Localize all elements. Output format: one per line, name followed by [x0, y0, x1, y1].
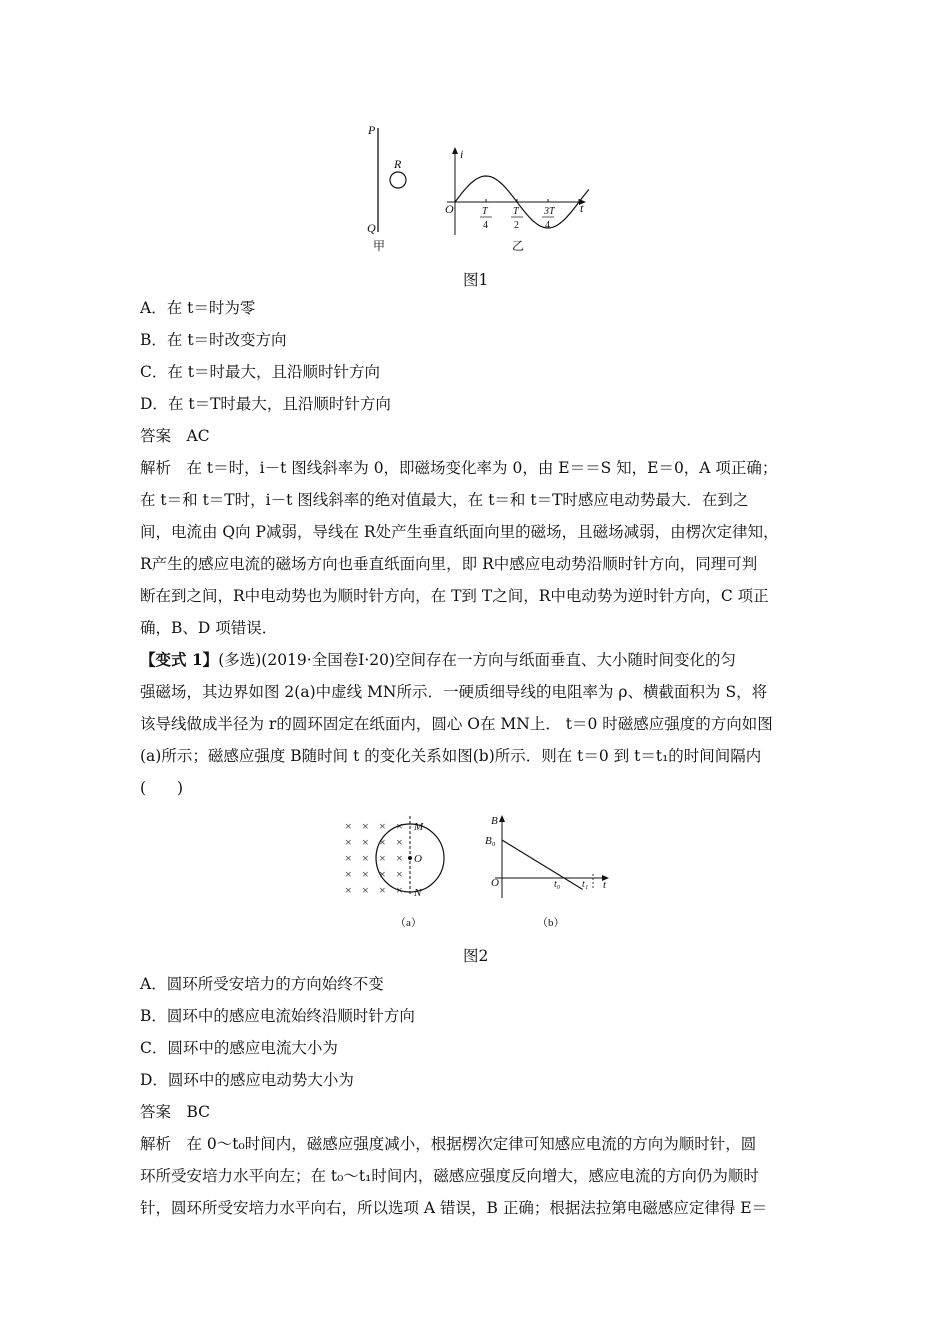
field-cross: × [379, 867, 386, 881]
figure-1-caption: 图1 [463, 271, 489, 289]
q2-answer: 答案 BC [140, 1103, 211, 1121]
field-cross: × [362, 819, 369, 833]
field-cross: × [379, 835, 386, 849]
q2-analysis-line: 环所受安培力水平向左；在 t₀～t₁时间内，磁感应强度反向增大，感应电流的方向仍为顺时 [140, 1167, 759, 1185]
axis-t2-label: t [603, 879, 607, 891]
variant-line: (a)所示；磁感应强度 B随时间 t 的变化关系如图(b)所示．则在 t＝0 到 t＝t₁的时间间隔内 [140, 747, 762, 765]
variant-line: 强磁场，其边界如图 2(a)中虚线 MN所示．一硬质细导线的电阻率为 ρ、横截面积为 S，将 [140, 683, 768, 701]
tick-label-num: T [482, 206, 488, 217]
q1-analysis-line: 解析 在 t＝时，i－t 图线斜率为 0，即磁场变化率为 0，由 E＝＝S 知，E＝0，A 项正确； [140, 459, 778, 477]
tick-label-den: 4 [483, 220, 488, 231]
label-t0: t₀ [554, 879, 561, 890]
ring-r [390, 172, 406, 188]
field-cross: × [345, 819, 352, 833]
field-cross: × [396, 851, 403, 865]
field-cross: × [362, 851, 369, 865]
field-cross: × [345, 851, 352, 865]
axis-i-label: i [460, 147, 464, 161]
label-p: P [368, 123, 376, 137]
b-line [502, 840, 583, 889]
q2-option-c: C．圆环中的感应电流大小为 [140, 1039, 338, 1057]
origin-label: O [445, 202, 454, 216]
field-cross: × [379, 819, 386, 833]
variant-line: ( ) [140, 779, 184, 797]
label-n: N [414, 887, 422, 899]
field-cross: × [362, 835, 369, 849]
label-b0: B₀ [485, 835, 496, 847]
field-cross: × [345, 835, 352, 849]
center-dot [408, 856, 412, 860]
q1-answer: 答案 AC [140, 427, 210, 445]
q1-analysis-line: 在 t＝和 t＝T时，i－t 图线斜率的绝对值最大，在 t＝和 t＝T时感应电动势最大．在到之 [140, 491, 749, 509]
axis-i-arrow [452, 147, 458, 154]
figure-2 [335, 808, 625, 938]
variant-tag: 【变式 1】 [140, 650, 219, 669]
sub-a: （a） [395, 917, 422, 929]
variant-line-1 [140, 649, 736, 671]
field-cross: × [362, 883, 369, 897]
q1-analysis-line: R产生的感应电流的磁场方向也垂直纸面向里，即 R中感应电动势沿顺时针方向，同理可判 [140, 555, 758, 573]
field-cross: × [345, 883, 352, 897]
label-m: M [414, 821, 424, 833]
field-cross: × [345, 867, 352, 881]
q2-analysis-line: 解析 在 0～t₀时间内，磁感应强度减小，根据楞次定律可知感应电流的方向为顺时针，圆 [140, 1135, 757, 1153]
field-cross: × [396, 867, 403, 881]
q1-analysis-line: 确，B、D 项错误． [140, 619, 278, 637]
variant-line: 该导线做成半径为 r的圆环固定在纸面内，圆心 O在 MN上． t＝0 时磁感应强度的方向如图 [140, 715, 773, 733]
tick-label-num: 3T [544, 206, 555, 217]
q2-option-b: B．圆环中的感应电流始终沿顺时针方向 [140, 1007, 415, 1025]
q1-analysis-line: 间，电流由 Q向 P减弱，导线在 R处产生垂直纸面向里的磁场，且磁场减弱，由楞次定律知， [140, 523, 779, 541]
q1-option-c: C．在 t＝时最大，且沿顺时针方向 [140, 363, 381, 381]
field-cross: × [396, 819, 403, 833]
sub-yi: 乙 [512, 239, 525, 253]
axis-b-arrow [499, 815, 505, 822]
label-t1: t₁ [582, 879, 589, 890]
tick-label-den: 2 [514, 220, 519, 231]
q1-option-d: D．在 t＝T时最大，且沿顺时针方向 [140, 395, 391, 413]
q1-option-a: A．在 t＝时为零 [140, 299, 256, 317]
axis-t-label: t [580, 201, 584, 215]
field-cross: × [379, 883, 386, 897]
tick-label-num: T [513, 206, 519, 217]
label-q: Q [367, 221, 376, 235]
q2-analysis-line: 针，圆环所受安培力水平向右，所以选项 A 错误，B 正确；根据法拉第电磁感应定律得 E＝ [140, 1199, 768, 1217]
field-cross: × [396, 883, 403, 897]
sub-b: （b） [537, 917, 565, 929]
variant-text: (多选)(2019·全国卷Ⅰ·20)空间存在一方向与纸面垂直、大小随时间变化的匀 [218, 651, 737, 669]
origin-b: O [491, 877, 499, 889]
q1-option-b: B．在 t＝时改变方向 [140, 331, 287, 349]
label-o: O [414, 853, 422, 865]
q2-option-d: D．圆环中的感应电动势大小为 [140, 1071, 354, 1089]
field-cross: × [362, 867, 369, 881]
figure-2-caption: 图2 [463, 947, 489, 965]
field-cross: × [396, 835, 403, 849]
label-r: R [394, 157, 402, 171]
tick-label-den: 4 [545, 220, 550, 231]
axis-b-label: B [491, 815, 498, 827]
q2-option-a: A．圆环所受安培力的方向始终不变 [140, 975, 384, 993]
field-cross: × [379, 851, 386, 865]
figure-1 [350, 120, 600, 260]
q1-analysis-line: 断在到之间，R中电动势也为顺时针方向，在 T到 T之间，R中电动势为逆时针方向，C 项正 [140, 587, 769, 605]
sub-jia: 甲 [373, 239, 386, 253]
